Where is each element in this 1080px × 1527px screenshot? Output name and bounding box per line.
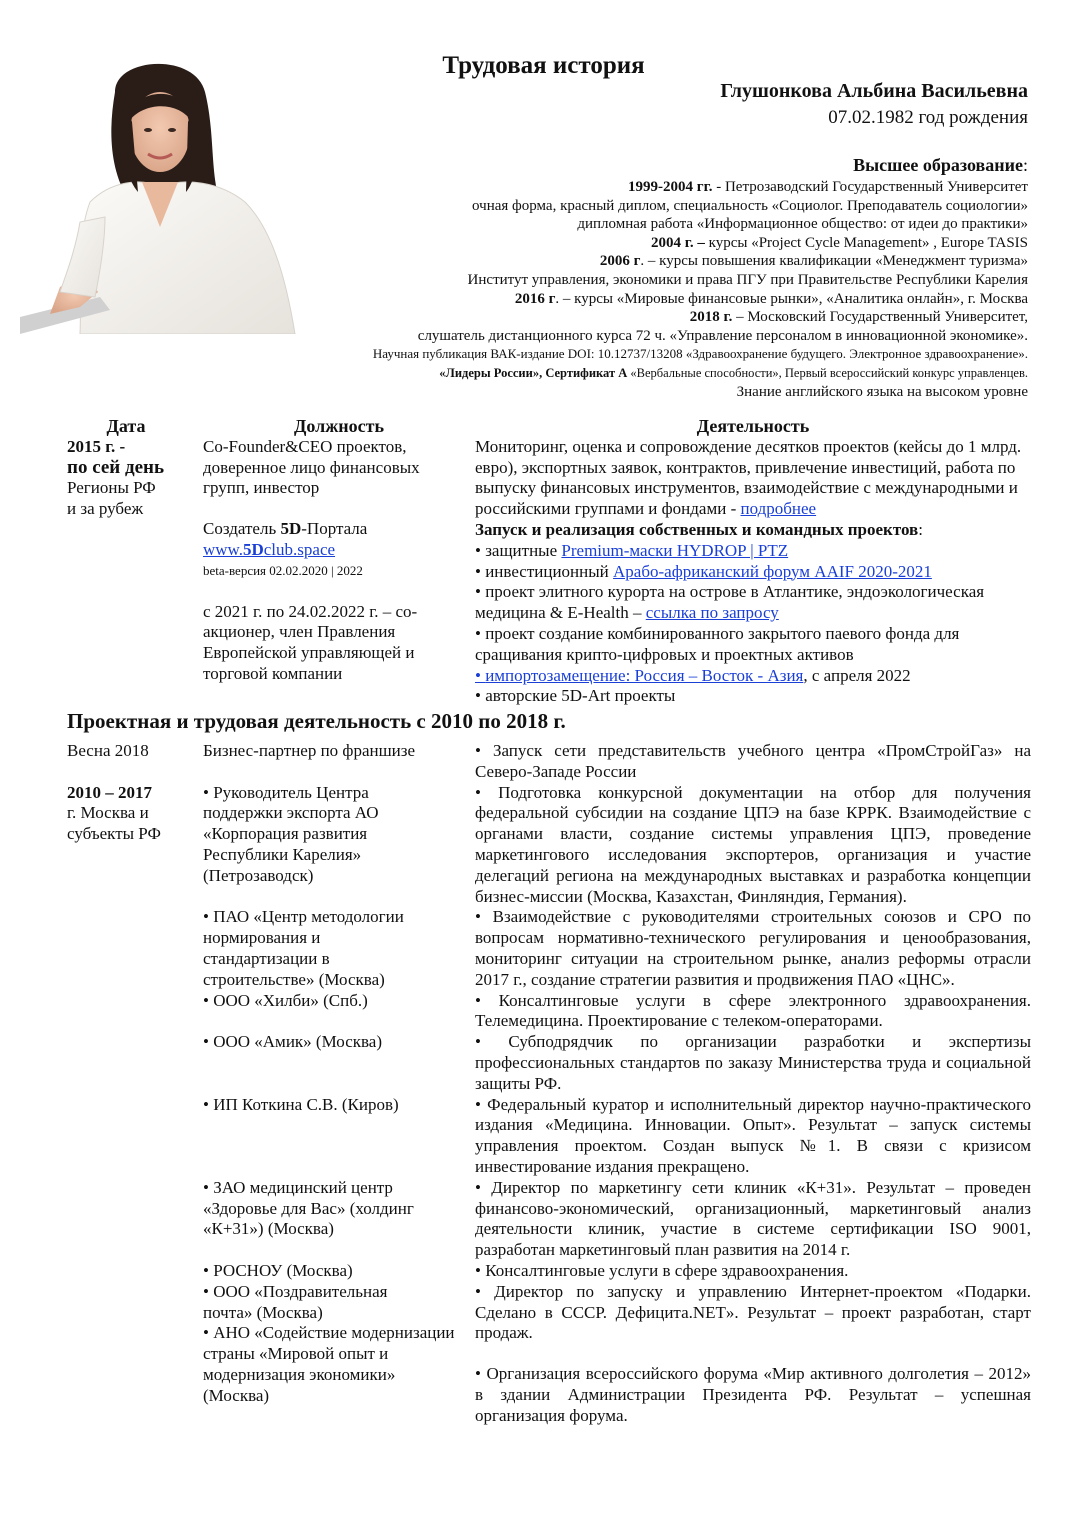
beta-version: beta-версия 02.02.2020 | 2022 bbox=[203, 562, 363, 578]
history-table bbox=[67, 741, 1031, 1427]
table-row bbox=[67, 1282, 1031, 1427]
forum-link[interactable]: Арабо-африканский форум AAIF 2020-2021 bbox=[613, 561, 932, 581]
activity-cell: • Взаимодействие с руководителями строительных союзов и СРО по вопросам нормативно-технического регулирования и ценообразования, мониторинг ситуации на строительном рынке, анализ реформы отрасли 2017 г., создание стратегии развития и продвижения ПАО «ЦНС». bbox=[475, 907, 1031, 989]
masks-link[interactable]: Premium-маски HYDROP | PTZ bbox=[561, 540, 789, 560]
publication-line: Научная публикация ВАК-издание DOI: 10.12737/13208 «Здравоохранение будущего. Электронное здравоохранение». bbox=[372, 346, 1028, 362]
position-cell: Бизнес-партнер по франшизе bbox=[203, 741, 416, 760]
certificate-line: «Лидеры России», Сертификат А «Вербальные способности», Первый всероссийский конкурс управленцев. bbox=[439, 365, 1028, 380]
request-link[interactable]: ссылка по запросу bbox=[645, 603, 779, 623]
header-position: Должность bbox=[293, 416, 385, 436]
education-line: Институт управления, экономики и права ПГУ при Правительстве Республики Карелия bbox=[467, 271, 1028, 288]
position-cell: • АНО «Содействие модернизации страны «Мировой опыт и модернизация экономики» (Москва) bbox=[203, 1323, 455, 1405]
person-name: Глушонкова Альбина Васильевна bbox=[720, 80, 1028, 102]
education-line: 2004 г. – курсы «Project Cycle Management» , Europe TASIS bbox=[651, 234, 1028, 251]
table-row bbox=[67, 1178, 1031, 1261]
education-line: 2006 г. – курсы повышения квалификации «Менеджмент туризма» bbox=[599, 253, 1028, 270]
position-cell: • ЗАО медицинский центр «Здоровье для Вас» (холдинг «К+31») (Москва) bbox=[203, 1177, 414, 1239]
date-cell: 2015 г. - по сей день Регионы РФ и за рубеж bbox=[67, 436, 165, 519]
activity-cell: • Федеральный куратор и исполнительный директор научно-практического издания «Медицина. Инновации. Опыт». Результат – запуск системы управления проектом. Создан выпуск №1. В связи с кризисом инвестирование издания прекращено. bbox=[475, 1094, 1031, 1176]
table-row bbox=[67, 783, 1031, 908]
education-line: 2018 г. – Московский Государственный Университет, bbox=[689, 309, 1028, 326]
more-link[interactable]: подробнее bbox=[740, 499, 817, 519]
portal-link[interactable]: www.5Dclub.space bbox=[203, 539, 336, 559]
activity-cell: • Запуск сети представительств учебного центра «ПромСтройГаз» на Северо-Западе России bbox=[475, 741, 1031, 781]
header-date: Дата bbox=[106, 416, 146, 436]
current-activity-table bbox=[67, 416, 1031, 707]
activity-cell: Мониторинг, оценка и сопровождение десятков проектов (кейсы до 1 млрд. евро), экспортных заявок, контрактов, привлечение инвестиций, работа по выпуску финансовых инструментов, взаимодействие с международными и российскими группами и фондами - подробнее Запуск и реализация собственных и командных проектов: • защитные Premium-маски HYDROP | PTZ • инвестиционный Арабо-африканский форум AAIF 2020-2021 • проект элитного курорта на острове в Атлантике, эндоэкологическая медицина & E-Health – ссылка по запросу • проект создание комбинированного закрытого паевого фонда для сращивания крипто-цифровых и проектных активов • импортозамещение: Россия – Восток - Азия, с апреля 2022 • авторские 5D-Art проекты bbox=[475, 436, 1022, 706]
table-row bbox=[67, 1095, 1031, 1178]
education-line: 1999-2004 гг. - Петрозаводский Государственный Университет bbox=[628, 179, 1028, 195]
activity-cell: • Директор по запуску и управлению Интернет-проектом «Подарки. Сделано в СССР. Дефицита.NET». Результат – проект разработан, старт продаж. • Организация всероссийского форума «Мир активного долголетия – 2012» в здании Администрации Президента РФ. Результат – успешная организация форума. bbox=[475, 1281, 1031, 1425]
position-cell: • ООО «Поздравительная почта» (Москва) • АНО «Содействие модернизации страны «Мировой опыт и модернизация экономики» (Москва) bbox=[203, 1282, 475, 1427]
language-line: Знание английского языка на высоком уровне bbox=[736, 383, 1028, 400]
section-heading: Проектная и трудовая деятельность с 2010 по 2018 г. bbox=[67, 709, 566, 733]
import-substitution-link[interactable]: • импортозамещение: Россия – Восток - Азия bbox=[475, 665, 804, 685]
activity-cell: • Консалтинговые услуги в сфере здравоохранения. bbox=[475, 1260, 849, 1280]
activity-cell: • Подготовка конкурсной документации на отбор для получения федеральной субсидии на создание ЦПЭ на базе КРРК. Взаимодействие с органами власти, создание системы управления ЦПЭ, проведение маркетингового исследования экспортеров, организация и участие делегаций региона на международных выставках и разработка концепции бизнес-миссии (Москва, Казахстан, Финляндия, Германия). bbox=[475, 782, 1031, 906]
date-cell: 2010 – 2017 г. Москва и субъекты РФ bbox=[67, 782, 161, 844]
position-cell: • Руководитель Центра поддержки экспорта АО «Корпорация развития Республики Карелия» (Петрозаводск) bbox=[203, 782, 379, 885]
table-row bbox=[67, 1261, 1031, 1282]
table-row bbox=[67, 907, 1031, 990]
table-row bbox=[67, 991, 1031, 1033]
education-heading: Высшее образование: bbox=[853, 155, 1028, 175]
position-cell: • ПАО «Центр методологии нормирования и стандартизации в строительстве» (Москва) bbox=[203, 907, 404, 989]
activity-cell: • Директор по маркетингу сети клиник «К+31». Результат – проведен финансово-экономический, организационный, маркетинговый анализ деятельности клиник, участие в системе сертификации ISO 9001, разработан маркетинговый план развития на 2014 г. bbox=[475, 1177, 1031, 1260]
activity-cell: • Консалтинговые услуги в сфере электронного здравоохранения. Телемедицина. Проектирование с телеком-операторами. bbox=[475, 990, 1031, 1031]
activity-cell: • Субподрядчик по организации разработки и экспертизы профессиональных стандартов по заказу Министерства труда и социальной защиты РФ. bbox=[475, 1032, 1031, 1093]
birth-date: 07.02.1982 год рождения bbox=[828, 107, 1028, 128]
position-cell: • ООО «Амик» (Москва) bbox=[203, 1032, 383, 1052]
education-line: дипломная работа «Информационное общество: от идеи до практики» bbox=[577, 216, 1028, 233]
position-cell: • РОСНОУ (Москва) bbox=[203, 1260, 353, 1280]
page-title: Трудовая история bbox=[442, 52, 645, 79]
table-header bbox=[67, 416, 1031, 437]
education-line: 2016 г. – курсы «Мировые финансовые рынки», «Аналитика онлайн», г. Москва bbox=[514, 290, 1028, 307]
date-cell: Весна 2018 bbox=[67, 741, 149, 760]
education-section bbox=[228, 152, 1028, 401]
table-row bbox=[67, 437, 1031, 707]
table-row bbox=[67, 1032, 1031, 1094]
position-cell: • ООО «Хилби» (Спб.) bbox=[203, 990, 368, 1010]
position-cell: • ИП Коткина С.В. (Киров) bbox=[203, 1094, 399, 1114]
education-line: слушатель дистанционного курса 72 ч. «Управление персоналом в инновационной экономике». bbox=[417, 327, 1028, 344]
table-row bbox=[67, 741, 1031, 783]
education-line: очная форма, красный диплом, специальность «Социолог. Преподаватель социологии» bbox=[472, 197, 1028, 214]
header-activity: Деятельность bbox=[696, 416, 810, 436]
position-cell: Co-Founder&CEO проектов, доверенное лицо финансовых групп, инвестор Создатель 5D-Портала www.5Dclub.space beta-версия 02.02.2020 | 2022 с 2021 г. по 24.02.2022 г. – со-акционер, член Правления Европейской управляющей и торговой компании bbox=[203, 437, 475, 707]
